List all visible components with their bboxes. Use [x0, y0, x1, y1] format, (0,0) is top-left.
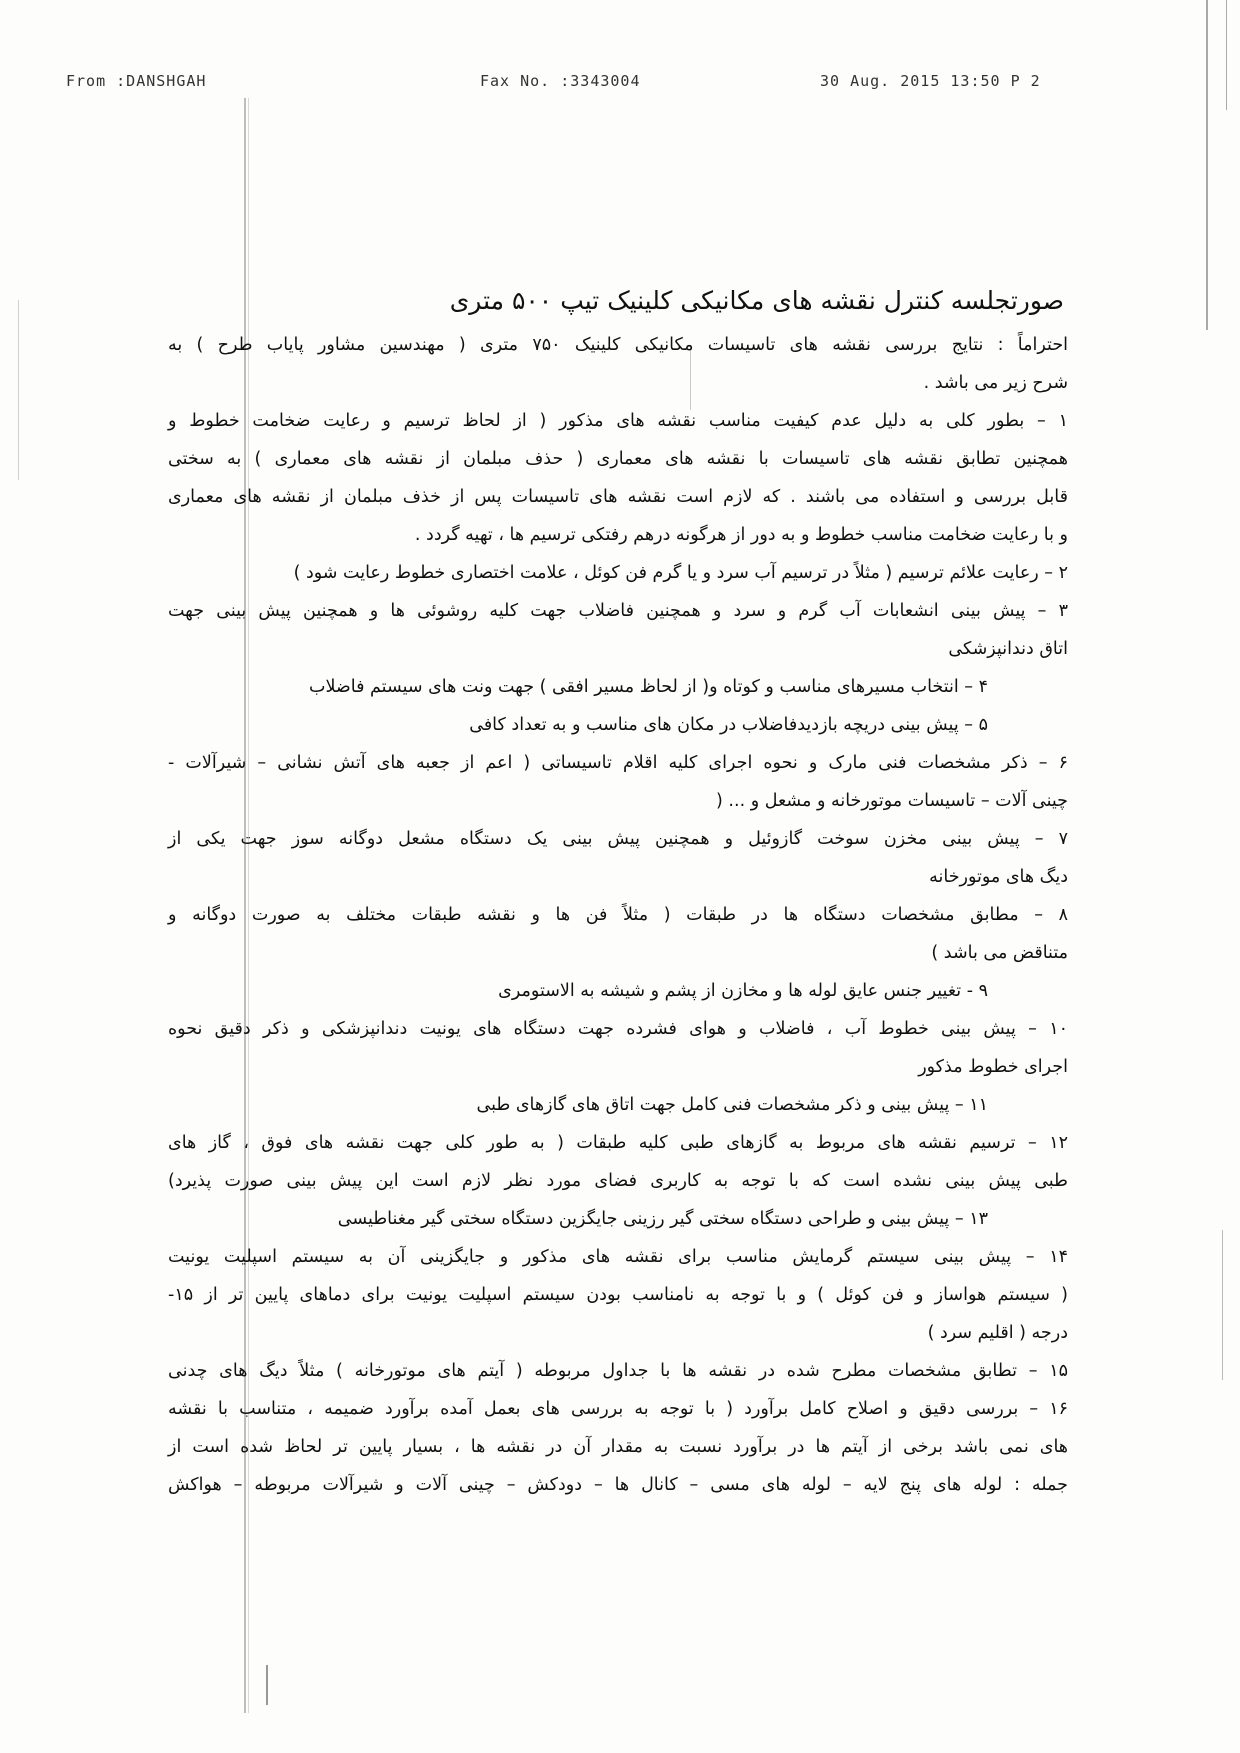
body-line: شرح زیر می باشد .	[923, 373, 1068, 393]
body-line: ۱۳ – پیش بینی و طراحی دستگاه سختی گیر رزینی جایگزین دستگاه سختی گیر مغناطیسی	[337, 1209, 988, 1229]
body-line: طبی پیش بینی نشده است که با توجه به کاربری فضای مورد نظر لازم است این پیش بینی صورت پذیرد)	[168, 1171, 1068, 1191]
body-line: متناقض می باشد )	[931, 943, 1068, 963]
body-line: همچنین تطابق نقشه های تاسیسات با نقشه های معماری ( حذف مبلمان از نقشه های معماری ) به سختی	[168, 449, 1068, 469]
body-line: ۴ – انتخاب مسیرهای مناسب و کوتاه و( از لحاظ مسیر افقی ) جهت ونت های سیستم فاضلاب	[309, 677, 988, 697]
body-line: ۱ – بطور کلی به دلیل عدم کیفیت مناسب نقشه های مذکور ( از لحاظ ترسیم و رعایت ضخامت خطوط و	[168, 411, 1068, 431]
body-line: ۱۶ – بررسی دقیق و اصلاح کامل برآورد ( با توجه به بررسی های بعمل آمده برآورد ضمیمه ، متناسب با نقشه	[168, 1399, 1068, 1419]
body-line: ۱۲ – ترسیم نقشه های مربوط به گازهای طبی کلیه طبقات ( به طور کلی جهت نقشه های فوق ، گاز های	[168, 1133, 1068, 1153]
scan-edge-left	[18, 300, 19, 480]
body-line: ۸ – مطابق مشخصات دستگاه ها در طبقات ( مثلاً فن ها و نقشه طبقات مختلف به صورت دوگانه و	[168, 905, 1068, 925]
body-line: ۹ - تغییر جنس عایق لوله ها و مخازن از پشم و شیشه به الاستومری	[498, 981, 988, 1001]
scan-edge-right-3	[1222, 1230, 1223, 1380]
document-body	[168, 326, 1068, 1504]
body-line: چینی آلات – تاسیسات موتورخانه و مشعل و ... (	[716, 791, 1068, 811]
body-line: ۱۴ – پیش بینی سیستم گرمایش مناسب برای نقشه های مذکور و جایگزینی آن به سیستم اسپلیت یونیت	[168, 1247, 1068, 1267]
body-line: اتاق دندانپزشکی	[948, 639, 1068, 659]
body-line: ( سیستم هواساز و فن کوئل ) و با توجه به نامناسب بودن سیستم اسپلیت یونیت برای دماهای پایین تر از ۱۵-	[168, 1285, 1068, 1305]
body-line: قابل بررسی و استفاده می باشند . که لازم است نقشه های تاسیسات پس از خذف مبلمان از نقشه های معماری	[168, 487, 1068, 507]
body-line: درجه ( اقلیم سرد )	[927, 1323, 1068, 1343]
body-line: ۱۵ – تطابق مشخصات مطرح شده در نقشه ها با جداول مربوطه ( آیتم های موتورخانه ) مثلاً دیگ های چدنی	[168, 1361, 1068, 1381]
body-line: ۳ – پیش بینی انشعابات آب گرم و سرد و همچنین فاضلاب جهت کلیه روشوئی ها و همچنین پیش بینی جهت	[168, 601, 1068, 621]
body-line: ۱۱ – پیش بینی و ذکر مشخصات فنی کامل جهت اتاق های گازهای طبی	[476, 1095, 988, 1115]
fax-from: From :DANSHGAH	[66, 72, 207, 90]
scan-mark-bottom	[266, 1665, 268, 1705]
scan-edge-right	[1206, 0, 1208, 330]
body-line: ۷ – پیش بینی مخزن سوخت گازوئیل و همچنین پیش بینی یک دستگاه مشعل دوگانه سوز جهت یکی از	[168, 829, 1068, 849]
body-line: اجرای خطوط مذکور	[918, 1057, 1068, 1077]
body-line: دیگ های موتورخانه	[929, 867, 1068, 887]
fax-number: Fax No. :3343004	[480, 72, 641, 90]
body-line: جمله : لوله های پنج لایه – لوله های مسی – کانال ها – دودکش – چینی آلات و شیرآلات مربوطه – هواکش	[168, 1475, 1068, 1495]
body-line: های نمی باشد برخی از آیتم ها در برآورد نسبت به مقدار آن در نقشه ها ، بسیار پایین تر لحاظ شده است از	[168, 1437, 1068, 1457]
body-line: ۱۰ – پیش بینی خطوط آب ، فاضلاب و هوای فشرده جهت دستگاه های یونیت دندانپزشکی و ذکر دقیق نحوه	[168, 1019, 1068, 1039]
document-title: صورتجلسه کنترل نقشه های مکانیکی کلینیک تیپ ۵۰۰ متری	[449, 286, 1064, 315]
fax-header	[0, 72, 1240, 96]
body-line: و با رعایت ضخامت مناسب خطوط و به دور از هرگونه درهم رفتکی ترسیم ها ، تهیه گردد .	[414, 525, 1068, 545]
body-line: ۲ – رعایت علائم ترسیم ( مثلاً در ترسیم آب سرد و یا گرم فن کوئل ، علامت اختصاری خطوط رعایت شود )	[293, 563, 1068, 583]
body-line: احتراماً : نتایج بررسی نقشه های تاسیسات مکانیکی کلینیک ۷۵۰ متری ( مهندسین مشاور پایاب طرح ) به	[168, 335, 1068, 355]
fax-date: 30 Aug. 2015 13:50 P 2	[820, 72, 1041, 90]
body-line: ۶ – ذکر مشخصات فنی مارک و نحوه اجرای کلیه اقلام تاسیساتی ( اعم از جعبه های آتش نشانی – شیرآلات -	[168, 753, 1068, 773]
body-line: ۵ – پیش بینی دریچه بازدیدفاضلاب در مکان های مناسب و به تعداد کافی	[469, 715, 988, 735]
